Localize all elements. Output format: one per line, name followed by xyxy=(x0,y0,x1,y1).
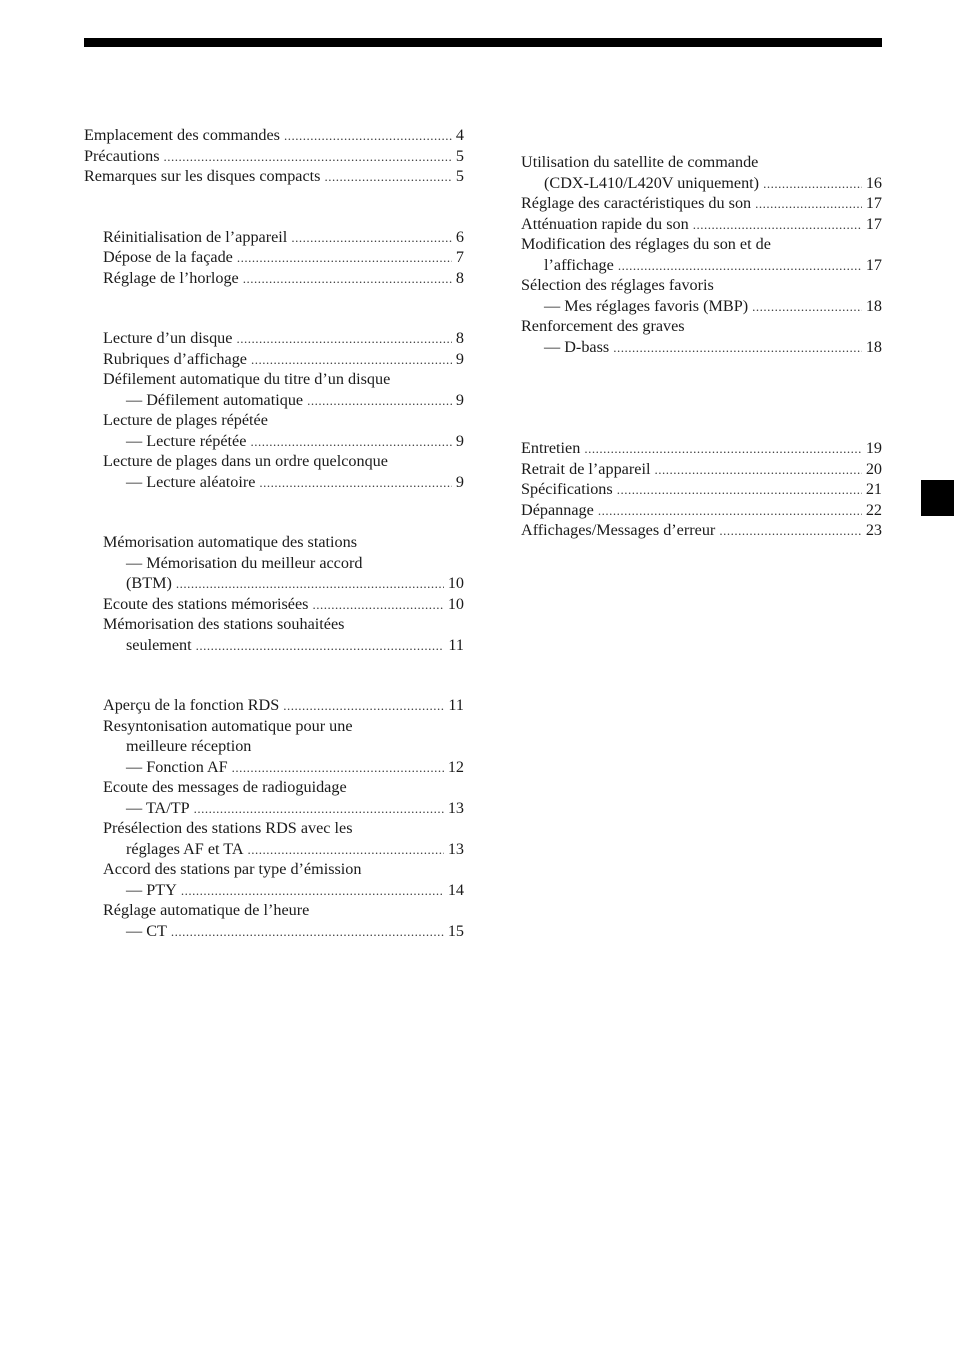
toc-entry[interactable] xyxy=(84,125,464,146)
toc-entry[interactable] xyxy=(84,695,464,716)
toc-entry[interactable] xyxy=(84,166,464,187)
leader-dots xyxy=(284,126,452,147)
toc-page: 16 xyxy=(865,173,882,192)
toc-page: 6 xyxy=(455,227,464,246)
toc-page: 18 xyxy=(865,337,882,356)
toc-entry[interactable] xyxy=(521,479,882,500)
toc-entry[interactable] xyxy=(84,431,464,452)
toc-page: 14 xyxy=(447,880,464,899)
leader-dots xyxy=(693,215,862,236)
toc-title: Retrait de l’appareil xyxy=(521,459,651,478)
toc-title: Réglage des caractéristiques du son xyxy=(521,194,752,212)
toc-page: 11 xyxy=(448,635,464,654)
leader-dots xyxy=(598,501,862,522)
toc-entry[interactable] xyxy=(521,438,882,459)
leader-dots xyxy=(755,194,862,215)
leader-dots xyxy=(613,338,862,359)
toc-title: réglages AF et TA xyxy=(126,839,244,858)
leader-dots xyxy=(617,480,862,501)
toc-entry-line[interactable]: Lecture de plages dans un ordre quelconque xyxy=(103,452,388,470)
toc-entry-line[interactable]: Modification des réglages du son et de xyxy=(521,235,771,253)
toc-entry[interactable] xyxy=(84,798,464,819)
leader-dots xyxy=(232,758,444,779)
leader-dots xyxy=(307,391,452,412)
toc-page: 17 xyxy=(865,214,882,233)
toc-entry-line[interactable]: Ecoute des messages de radioguidage xyxy=(103,778,347,796)
toc-page: 21 xyxy=(865,480,882,498)
toc-entry[interactable] xyxy=(521,500,882,521)
toc-title: — TA/TP xyxy=(126,798,190,817)
toc-entry[interactable] xyxy=(84,227,464,248)
toc-entry[interactable] xyxy=(84,146,464,167)
toc-title: Dépannage xyxy=(521,500,594,519)
toc-title: Précautions xyxy=(84,146,160,165)
leader-dots xyxy=(618,256,862,277)
leader-dots xyxy=(312,595,443,616)
toc-entry[interactable] xyxy=(84,921,464,942)
toc-entry[interactable] xyxy=(521,520,882,541)
section-tab-marker xyxy=(921,480,954,516)
toc-entry[interactable] xyxy=(521,296,882,317)
toc-page: 15 xyxy=(447,921,464,940)
toc-title: Atténuation rapide du son xyxy=(521,214,689,233)
toc-title: — Défilement automatique xyxy=(126,390,304,409)
toc-entry-line[interactable]: Accord des stations par type d’émission xyxy=(103,860,362,878)
leader-dots xyxy=(752,297,862,318)
toc-title: l’affichage xyxy=(544,255,614,274)
toc-page: 8 xyxy=(455,329,464,347)
toc-entry-line[interactable]: Sélection des réglages favoris xyxy=(521,276,714,294)
toc-title: Entretien xyxy=(521,439,581,457)
toc-entry[interactable] xyxy=(84,839,464,860)
toc-title: — Mes réglages favoris (MBP) xyxy=(544,296,749,315)
toc-title: (BTM) xyxy=(126,574,172,592)
toc-page: 13 xyxy=(447,798,464,817)
toc-page: 9 xyxy=(455,390,464,409)
leader-dots xyxy=(181,881,444,902)
leader-dots xyxy=(164,147,452,168)
toc-title: Remarques sur les disques compacts xyxy=(84,167,321,185)
toc-entry-line[interactable]: Défilement automatique du titre d’un disque xyxy=(103,370,391,388)
leader-dots xyxy=(248,840,444,861)
toc-entry[interactable] xyxy=(521,459,882,480)
toc-right-column xyxy=(521,152,882,541)
top-rule xyxy=(84,38,882,47)
toc-entry[interactable] xyxy=(521,214,882,235)
leader-dots xyxy=(237,248,452,269)
toc-entry-line[interactable]: meilleure réception xyxy=(126,737,252,755)
toc-title: — Fonction AF xyxy=(126,757,228,776)
toc-entry[interactable] xyxy=(521,337,882,358)
toc-title: seulement xyxy=(126,635,192,654)
toc-title: — PTY xyxy=(126,880,177,899)
toc-page: 22 xyxy=(865,500,882,519)
toc-page: 12 xyxy=(447,757,464,776)
toc-title: Spécifications xyxy=(521,480,613,498)
toc-page: 19 xyxy=(865,439,882,457)
toc-left-column xyxy=(84,125,464,941)
toc-entry[interactable] xyxy=(84,268,464,289)
toc-page: 4 xyxy=(455,126,464,144)
toc-entry[interactable] xyxy=(84,573,464,594)
toc-page: 9 xyxy=(455,472,464,491)
toc-entry[interactable] xyxy=(84,594,464,615)
toc-entry[interactable] xyxy=(84,390,464,411)
toc-title: Affichages/Messages d’erreur xyxy=(521,521,716,539)
toc-entry-line[interactable]: Réglage automatique de l’heure xyxy=(103,901,310,919)
toc-title: Aperçu de la fonction RDS xyxy=(103,696,280,714)
leader-dots xyxy=(283,696,444,717)
leader-dots xyxy=(176,574,444,595)
leader-dots xyxy=(584,439,861,460)
toc-page: 10 xyxy=(447,574,464,592)
toc-page: 8 xyxy=(455,268,464,287)
toc-page: 23 xyxy=(865,521,882,539)
toc-page: 7 xyxy=(455,248,464,266)
toc-title: (CDX-L410/L420V uniquement) xyxy=(544,173,760,192)
leader-dots xyxy=(291,228,452,249)
toc-page: 17 xyxy=(865,194,882,212)
toc-entry[interactable] xyxy=(84,247,464,268)
toc-title: Emplacement des commandes xyxy=(84,126,280,144)
toc-entry[interactable] xyxy=(84,349,464,370)
toc-entry-line[interactable]: Présélection des stations RDS avec les xyxy=(103,819,353,837)
toc-entry-line[interactable]: Renforcement des graves xyxy=(521,317,685,335)
leader-dots xyxy=(324,167,451,188)
toc-entry[interactable] xyxy=(84,472,464,493)
toc-page: 17 xyxy=(865,255,882,274)
toc-title: Lecture d’un disque xyxy=(103,329,233,347)
toc-entry-line[interactable]: Resyntonisation automatique pour une xyxy=(103,716,353,735)
leader-dots xyxy=(236,329,451,350)
leader-dots xyxy=(196,636,445,657)
toc-entry[interactable] xyxy=(84,880,464,901)
toc-entry[interactable] xyxy=(521,255,882,276)
toc-title: Ecoute des stations mémorisées xyxy=(103,594,309,613)
toc-page: 18 xyxy=(865,296,882,315)
toc-page: 9 xyxy=(455,349,464,368)
toc-title: — Lecture répétée xyxy=(126,431,247,450)
toc-page: 11 xyxy=(448,696,464,714)
toc-entry[interactable] xyxy=(84,757,464,778)
toc-title: — Lecture aléatoire xyxy=(126,472,256,491)
toc-page: 13 xyxy=(447,839,464,858)
toc-page: 20 xyxy=(865,459,882,478)
leader-dots xyxy=(250,432,451,453)
leader-dots xyxy=(251,350,452,371)
leader-dots xyxy=(763,174,862,195)
toc-entry-line[interactable]: Mémorisation des stations souhaitées xyxy=(103,615,345,633)
leader-dots xyxy=(194,799,444,820)
toc-page: 5 xyxy=(455,146,464,165)
toc-title: Rubriques d’affichage xyxy=(103,349,247,368)
toc-title: Dépose de la façade xyxy=(103,248,233,266)
toc-title: — CT xyxy=(126,921,167,940)
toc-entry-line[interactable]: Lecture de plages répétée xyxy=(103,411,268,429)
leader-dots xyxy=(243,269,452,290)
toc-entry[interactable] xyxy=(84,635,464,656)
toc-entry[interactable] xyxy=(521,173,882,194)
toc-title: Réglage de l’horloge xyxy=(103,268,239,287)
toc-entry-line[interactable]: Mémorisation automatique des stations xyxy=(103,533,358,551)
toc-entry[interactable] xyxy=(84,328,464,349)
toc-entry-line[interactable]: Utilisation du satellite de commande xyxy=(521,153,759,171)
toc-entry[interactable] xyxy=(521,193,882,214)
toc-title: Réinitialisation de l’appareil xyxy=(103,227,288,246)
toc-page: 5 xyxy=(455,167,464,185)
leader-dots xyxy=(654,460,861,481)
toc-entry-line[interactable]: — Mémorisation du meilleur accord xyxy=(126,553,363,572)
toc-page: 10 xyxy=(447,594,464,613)
toc-title: — D-bass xyxy=(544,337,610,356)
leader-dots xyxy=(171,922,444,943)
leader-dots xyxy=(259,473,451,494)
leader-dots xyxy=(719,521,861,542)
toc-page: 9 xyxy=(455,431,464,450)
